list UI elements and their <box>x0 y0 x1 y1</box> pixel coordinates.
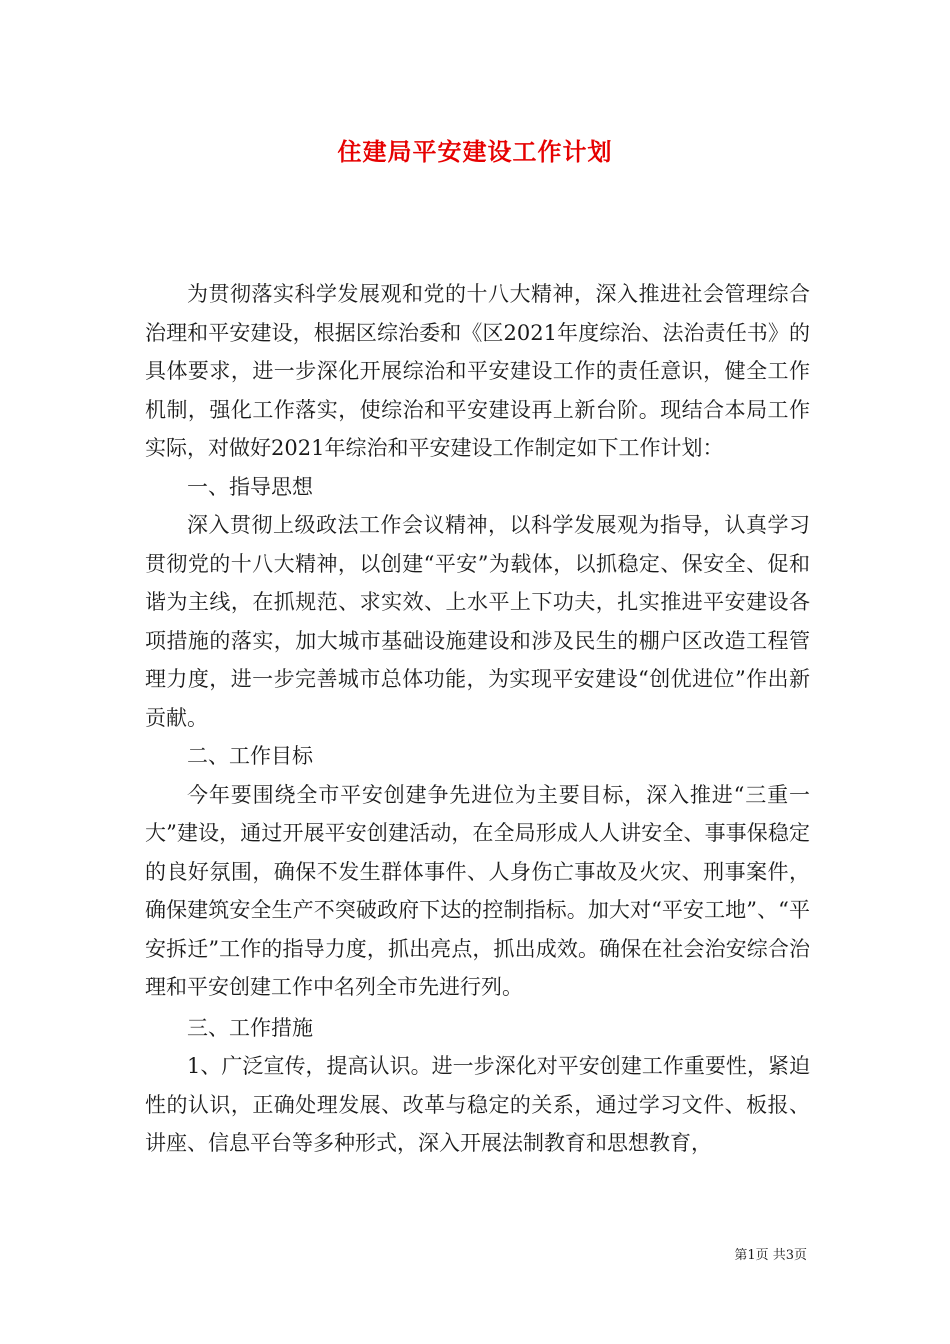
section-2-paragraph: 今年要围绕全市平安创建争先进位为主要目标，深入推进“三重一大”建设，通过开展平安创建活动，在全局形成人人讲安全、事事保稳定的良好氛围，确保不发生群体事件、人身伤亡事故及火灾、刑事案件，确保建筑安全生产不突破政府下达的控制指标。加大对“平安工地”、“平安拆迁”工作的指导力度，抓出亮点，抓出成效。确保在社会治安综合治理和平安创建工作中名列全市先进行列。 <box>145 782 810 999</box>
document-title: 住建局平安建设工作计划 <box>337 137 613 166</box>
page-number-footer: 第1页 共3页 <box>734 1248 807 1263</box>
section-3-item-1-paragraph: 1、广泛宣传，提高认识。进一步深化对平安创建工作重要性，紧迫性的认识，正确处理发展、改革与稳定的关系，通过学习文件、板报、讲座、信息平台等多种形式，深入开展法制教育和思想教育， <box>145 1054 810 1155</box>
intro-paragraph: 为贯彻落实科学发展观和党的十八大精神，深入推进社会管理综合治理和平安建设，根据区综治委和《区2021年度综治、法治责任书》的具体要求，进一步深化开展综治和平安建设工作的责任意识，健全工作机制，强化工作落实，使综治和平安建设再上新台阶。现结合本局工作实际，对做好2021年综治和平安建设工作制定如下工作计划： <box>145 282 810 460</box>
section-1-paragraph: 深入贯彻上级政法工作会议精神，以科学发展观为指导，认真学习贯彻党的十八大精神，以创建“平安”为载体，以抓稳定、保安全、促和谐为主线，在抓规范、求实效、上水平上下功夫，扎实推进平安建设各项措施的落实，加大城市基础设施建设和涉及民生的棚户区改造工程管理力度，进一步完善城市总体功能，为实现平安建设“创优进位”作出新贡献。 <box>145 513 810 730</box>
section-2-heading: 二、工作目标 <box>187 744 313 768</box>
section-1-heading: 一、指导思想 <box>187 474 313 499</box>
section-3-heading: 三、工作措施 <box>187 1015 313 1040</box>
document-body <box>145 275 810 1163</box>
